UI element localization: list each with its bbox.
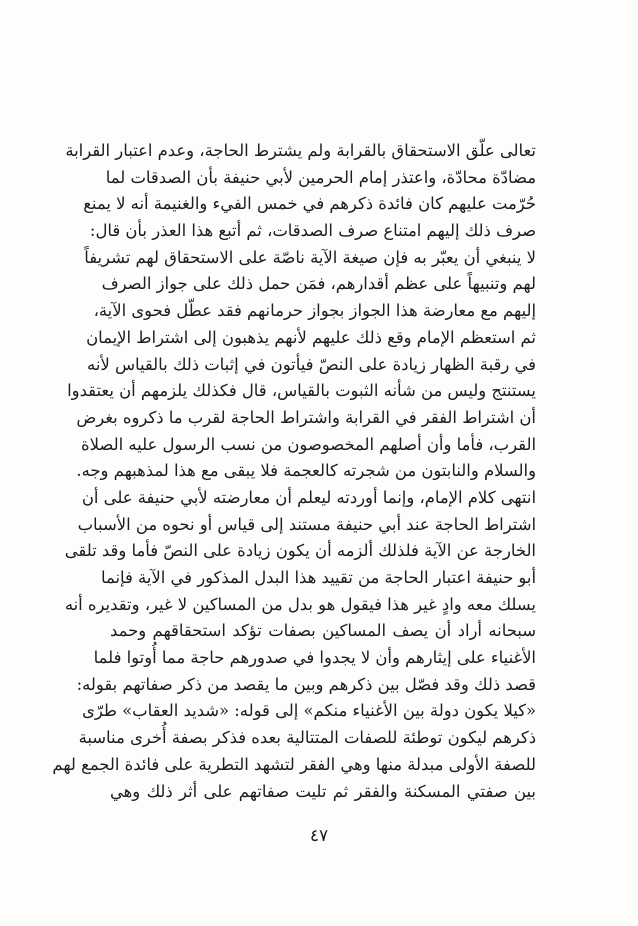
text-line: سبحانه أراد أن يصف المساكين بصفات تؤكد استحقاقهم وحمد (110, 621, 536, 641)
text-line: أبو حنيفة اعتبار الحاجة من تقييد هذا البدل المذكور في الآية فإنما (100, 568, 536, 587)
text-line: يستنتج وليس من شأنه الثبوت بالقياس، قال فكذلك يلزمهم أن يعتقدوا (67, 381, 536, 401)
text-line: إليهم مع معارضة هذا الجواز بجواز حرمانهم فقد عطّل فحوى الآية، (93, 301, 536, 321)
text-line: حُرّمت عليهم كان فائدة ذكرهم في خمس الفيء والغنيمة أنه لا يمنع (83, 194, 536, 214)
text-line: في رقبة الظهار زيادة على النصّ فيأتون في إثبات ذلك بالقياس لأنه (87, 354, 536, 374)
text-line: انتهى كلام الإمام، وإنما أوردته ليعلم أن معارضته لأبي حنيفة على أن (81, 487, 536, 507)
text-line: لا ينبغي أن يعبّر به فإن صيغة الآية ناصّة على الاستحقاق لهم تشريفاً (84, 247, 536, 267)
text-line: والسلام والنابتون من شجرته كالعجمة فلا يبقى مع هذا لمذهبهم وجه. (76, 461, 536, 481)
text-line: «كيلا يكون دولة بين الأغنياء منكم» إلى قوله: «شديد العقاب» طرّى (82, 701, 536, 721)
body-text (52, 138, 536, 805)
page-number: ٤٧ (309, 826, 329, 846)
text-line: يسلك معه وادٍ غير هذا فيقول هو بدل من المساكين لا غير، وتقديره أنه (64, 594, 536, 614)
text-line: الخارجة عن الآية فلذلك ألزمه أن يكون زيادة على النصّ فأما وقد تلقى (64, 541, 536, 561)
text-line: قصد ذلك وقد فصّل بين ذكرهم وبين ما يقصد من ذكر صفاتهم بقوله: (76, 674, 536, 694)
text-line: تعالى علّق الاستحقاق بالقرابة ولم يشترط الحاجة، وعدم اعتبار القرابة (65, 141, 536, 160)
text-line: صرف ذلك إليهم امتناع صرف الصدقات، ثم أتبع هذا العذر بأن قال: (89, 221, 536, 241)
text-line: ثم استعظم الإمام وقع ذلك عليهم لأنهم يذهبون إلى اشتراط الإيمان (86, 327, 536, 347)
text-line: الأغنياء على إيثارهم وأن لا يجدوا في صدورهم حاجة مما أُوتوا فلما (93, 648, 536, 668)
text-line: أن اشتراط الفقر في القرابة واشتراط الحاجة لقرب ما ذكروه بغرض (76, 407, 536, 427)
text-line: القرب، فأما وأن أصلهم المخصوصون من نسب الرسول عليه الصلاة (81, 434, 536, 454)
text-line: ذكرهم ليكون توطئة للصفات المتتالية بعده فذكر بصفة أُخرى مناسبة (78, 728, 536, 748)
text-line: مضادّة محادّة، واعتذر إمام الحرمين لأبي حنيفة بأن الصدقات لما (105, 167, 536, 187)
text-line: للصفة الأولى مبدلة منها وهي الفقر لتشهد التطرية على فائدة الجمع لهم (52, 754, 536, 774)
text-line: بين صفتي المسكنة والفقر ثم تليت صفاتهم على أثر ذلك وهي (110, 781, 536, 801)
text-line: اشتراط الحاجة عند أبي حنيفة مستند إلى قياس أو نحوه من الأسباب (77, 514, 536, 534)
text-line: لهم وتنبيهاً على عظم أقدارهم، فمَن حمل ذلك على جواز الصرف (101, 274, 536, 294)
